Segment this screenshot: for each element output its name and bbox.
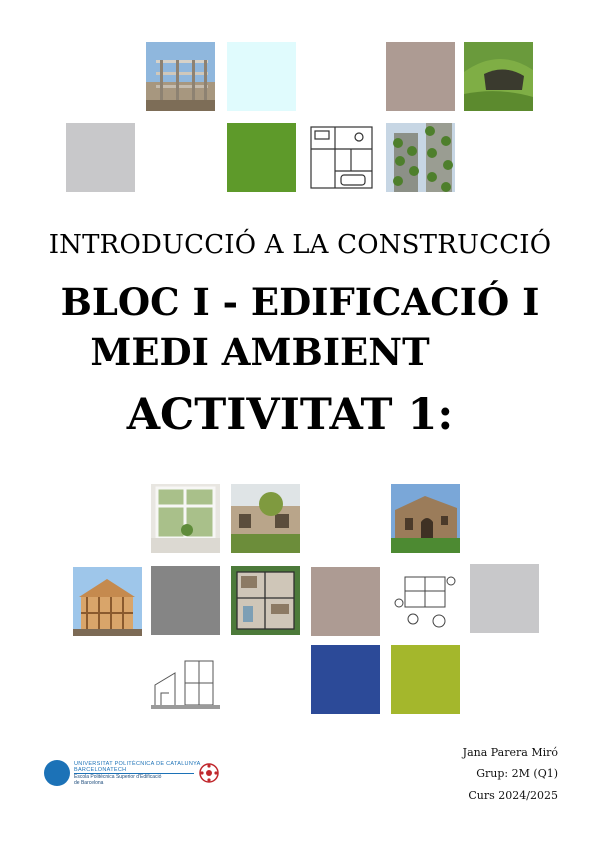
- timber-frame-construction-photo-tile: [73, 567, 142, 636]
- course-title: INTRODUCCIÓ A LA CONSTRUCCIÓ: [48, 230, 552, 260]
- logo-line1: UNIVERSITAT POLITÈCNICA DE CATALUNYA: [74, 761, 201, 767]
- furnished-plan-drawing: [231, 566, 300, 635]
- window-interior-image: [151, 484, 220, 553]
- construction-photo-tile: [146, 42, 215, 111]
- author-group: Grup: 2M (Q1): [476, 767, 558, 780]
- logo-line3: Escola Politècnica Superior d'Edificació: [74, 774, 162, 780]
- upc-emblem-icon: [44, 760, 70, 786]
- garden-house-image: [231, 484, 300, 553]
- activity-title: ACTIVITAT 1:: [126, 390, 454, 440]
- section-drawing-tile: [151, 645, 220, 714]
- logo-line2: BARCELONATECH: [74, 767, 127, 773]
- green-roof-house-image: [464, 42, 533, 111]
- author-course-year: Curs 2024/2025: [468, 789, 558, 802]
- color-tile-leaf-green: [227, 123, 296, 192]
- green-roof-house-photo-tile: [464, 42, 533, 111]
- color-tile-taupe: [386, 42, 455, 111]
- floor-plan-tile: [307, 123, 376, 192]
- color-tile-navy: [311, 645, 380, 714]
- color-tile-olive: [391, 645, 460, 714]
- color-tile-taupe-2: [311, 567, 380, 636]
- vertical-forest-tower-photo-tile: [386, 123, 455, 192]
- floor-plan-drawing: [307, 123, 376, 192]
- bloc-title-line2: MEDI AMBIENT: [90, 330, 430, 374]
- construction-photo-image: [146, 42, 215, 111]
- timber-frame-construction-image: [73, 567, 142, 636]
- stone-farmhouse-image: [391, 484, 460, 553]
- stone-farmhouse-photo-tile: [391, 484, 460, 553]
- color-tile-light-cyan: [227, 42, 296, 111]
- site-plan-drawing: [391, 567, 460, 636]
- color-tile-light-gray-2: [470, 564, 539, 633]
- upc-logo: [44, 760, 224, 792]
- logo-school-text: [74, 774, 161, 786]
- bloc-title-line1: BLOC I - EDIFICACIÓ I: [60, 280, 540, 324]
- window-interior-photo-tile: [151, 484, 220, 553]
- furnished-plan-tile: [231, 566, 300, 635]
- garden-house-photo-tile: [231, 484, 300, 553]
- school-seal-icon: [198, 762, 220, 784]
- logo-university-text: [74, 761, 201, 773]
- logo-line4: de Barcelona: [74, 780, 104, 786]
- color-tile-mid-gray: [151, 566, 220, 635]
- author-name: Jana Parera Miró: [462, 746, 558, 759]
- color-tile-light-gray: [66, 123, 135, 192]
- section-drawing: [151, 645, 220, 714]
- site-plan-tile: [391, 567, 460, 636]
- vertical-forest-tower-image: [386, 123, 455, 192]
